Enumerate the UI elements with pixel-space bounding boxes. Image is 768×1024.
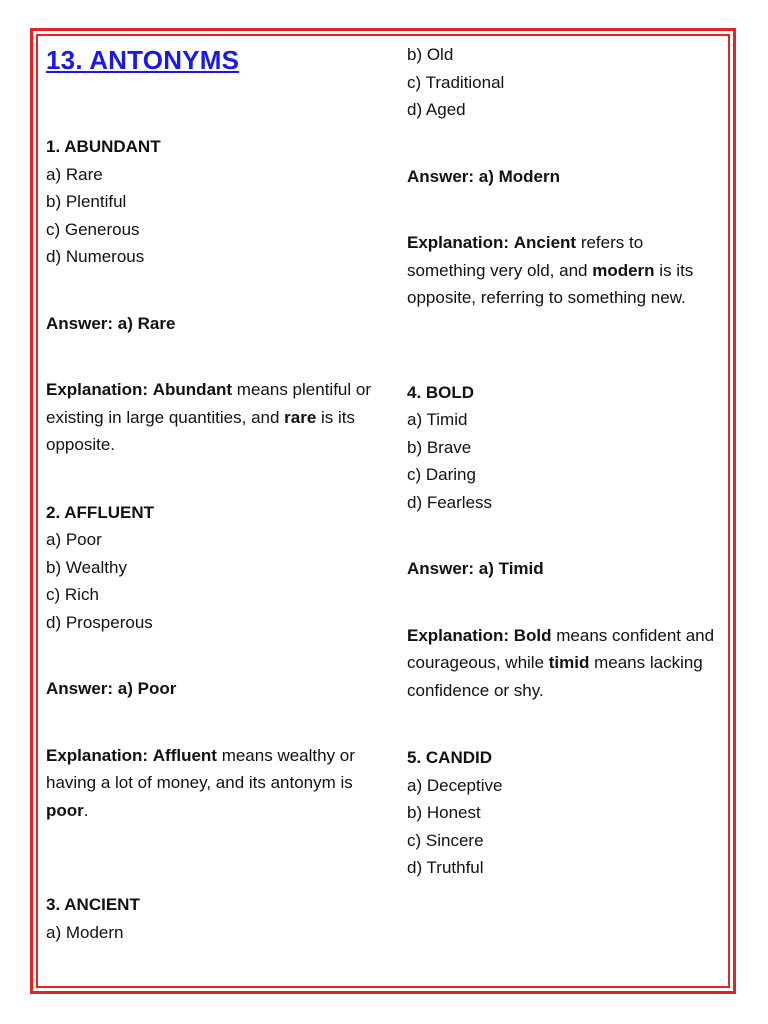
explanation-label: Explanation: <box>407 233 510 252</box>
explanation-text: means confident and courageous, while <box>407 625 715 672</box>
option-a: a) Deceptive <box>407 775 503 795</box>
question-2 <box>46 499 376 825</box>
option-c: c) Generous <box>46 219 140 239</box>
question-heading: 4. BOLD <box>407 382 475 402</box>
option-c: c) Rich <box>46 585 99 604</box>
explanation-text-end: is its opposite, referring to something new. <box>407 260 694 307</box>
option-d: d) Truthful <box>407 858 484 877</box>
option-a: a) Rare <box>46 164 103 184</box>
explanation-antonym: timid <box>548 653 590 672</box>
question-1 <box>46 133 376 459</box>
explanation <box>407 622 717 705</box>
question-heading: 2. AFFLUENT <box>46 502 154 522</box>
question-4 <box>407 379 717 705</box>
explanation-text: means plentiful or existing in large quantities, and <box>46 380 371 427</box>
page-title: 13. ANTONYMS <box>46 45 240 75</box>
answer: Answer: a) Modern <box>407 166 561 186</box>
option-c: c) Daring <box>407 465 476 484</box>
option-d: d) Prosperous <box>46 612 153 632</box>
explanation-text-end: means lacking confidence or shy. <box>407 653 703 700</box>
explanation-antonym: modern <box>592 260 655 280</box>
explanation-antonym: poor <box>46 800 84 820</box>
answer: Answer: a) Poor <box>46 679 177 698</box>
explanation-text: means wealthy or having a lot of money, and its antonym is <box>46 745 355 792</box>
question-3-continued <box>407 41 717 312</box>
explanation-word: Ancient <box>513 233 577 252</box>
option-d: d) Aged <box>407 100 466 119</box>
option-b: b) Brave <box>407 437 472 457</box>
explanation <box>407 229 717 312</box>
explanation-antonym: rare <box>284 407 317 427</box>
option-a: a) Modern <box>46 922 124 942</box>
option-c: c) Traditional <box>407 72 505 92</box>
right-column <box>407 41 717 882</box>
option-a: a) Poor <box>46 530 102 549</box>
explanation-text: refers to something very old, and <box>407 233 644 280</box>
question-heading: 5. CANDID <box>407 748 493 767</box>
explanation-word: Affluent <box>152 745 217 765</box>
explanation-text-end: is its opposite. <box>46 407 356 454</box>
explanation-text-end: . <box>83 800 89 820</box>
option-b: b) Honest <box>407 803 481 822</box>
option-c: c) Sincere <box>407 830 484 850</box>
question-5 <box>407 744 717 882</box>
option-b: b) Plentiful <box>46 192 127 211</box>
option-b: b) Wealthy <box>46 557 127 577</box>
left-column <box>46 133 376 946</box>
question-3 <box>46 891 376 946</box>
question-heading: 1. ABUNDANT <box>46 137 161 156</box>
explanation <box>46 376 376 459</box>
question-heading: 3. ANCIENT <box>46 895 140 914</box>
answer: Answer: a) Rare <box>46 313 176 333</box>
explanation-label: Explanation: <box>407 625 510 645</box>
option-d: d) Fearless <box>407 492 493 512</box>
explanation-word: Bold <box>513 625 552 645</box>
explanation-word: Abundant <box>152 380 233 399</box>
explanation-label: Explanation: <box>46 745 149 765</box>
answer: Answer: a) Timid <box>407 559 544 578</box>
option-a: a) Timid <box>407 410 468 429</box>
explanation-label: Explanation: <box>46 380 149 399</box>
option-b: b) Old <box>407 45 454 64</box>
option-d: d) Numerous <box>46 247 145 266</box>
explanation <box>46 742 376 825</box>
